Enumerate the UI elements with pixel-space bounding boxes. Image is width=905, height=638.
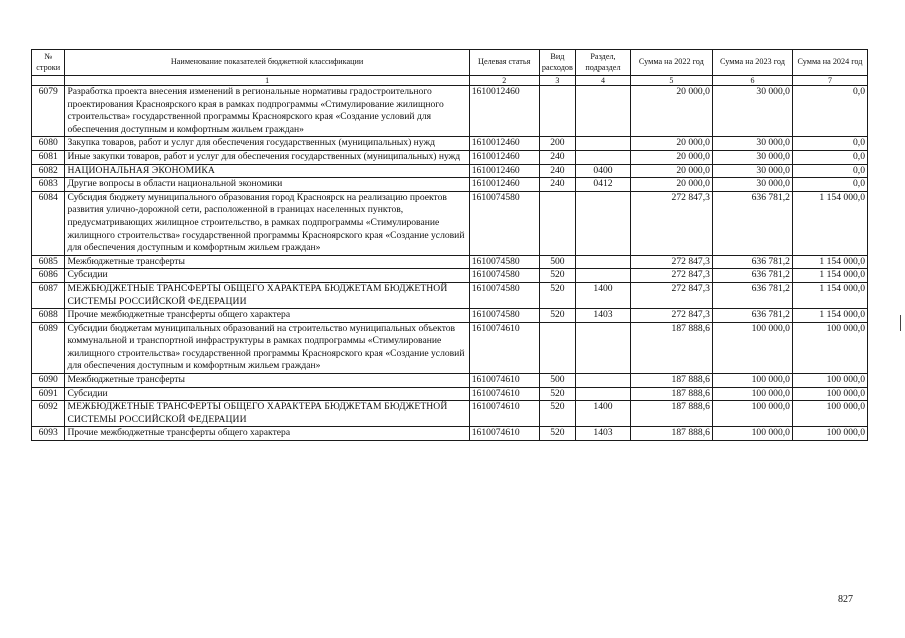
header-row-number: № строки <box>32 50 65 76</box>
sum-2022: 272 847,3 <box>630 269 712 283</box>
target-article: 1610074610 <box>469 387 539 401</box>
header-section: Раздел, подраздел <box>576 50 631 76</box>
section-code: 1403 <box>576 309 631 323</box>
indicator-name: Прочие межбюджетные трансферты общего характера <box>65 427 469 441</box>
row-number: 6087 <box>32 282 65 308</box>
target-article: 1610074580 <box>469 309 539 323</box>
sum-2023: 30 000,0 <box>712 150 792 164</box>
expense-type: 200 <box>539 137 575 151</box>
section-code <box>576 387 631 401</box>
section-code: 1400 <box>576 401 631 427</box>
expense-type: 500 <box>539 374 575 388</box>
row-number: 6091 <box>32 387 65 401</box>
target-article: 1610012460 <box>469 150 539 164</box>
header-expense-type: Вид расходов <box>539 50 575 76</box>
target-article: 1610074610 <box>469 374 539 388</box>
expense-type: 520 <box>539 282 575 308</box>
sum-2022: 272 847,3 <box>630 309 712 323</box>
budget-table <box>31 49 868 441</box>
sum-2022: 187 888,6 <box>630 374 712 388</box>
table-row <box>32 269 868 283</box>
expense-type: 500 <box>539 255 575 269</box>
sum-2022: 20 000,0 <box>630 164 712 178</box>
table-row <box>32 374 868 388</box>
sum-2023: 30 000,0 <box>712 137 792 151</box>
sum-2024: 0,0 <box>792 164 867 178</box>
sum-2022: 20 000,0 <box>630 150 712 164</box>
sum-2022: 20 000,0 <box>630 86 712 137</box>
target-article: 1610012460 <box>469 137 539 151</box>
page-number: 827 <box>838 594 853 605</box>
row-number: 6092 <box>32 401 65 427</box>
target-article: 1610074580 <box>469 255 539 269</box>
target-article: 1610012460 <box>469 178 539 192</box>
table-row <box>32 150 868 164</box>
target-article: 1610012460 <box>469 86 539 137</box>
sum-2024: 0,0 <box>792 150 867 164</box>
header-sum-2022: Сумма на 2022 год <box>630 50 712 76</box>
sum-2024: 100 000,0 <box>792 401 867 427</box>
expense-type: 520 <box>539 427 575 441</box>
sum-2024: 100 000,0 <box>792 427 867 441</box>
section-code <box>576 374 631 388</box>
expense-type <box>539 86 575 137</box>
sum-2023: 100 000,0 <box>712 322 792 373</box>
sum-2023: 30 000,0 <box>712 86 792 137</box>
sum-2022: 187 888,6 <box>630 387 712 401</box>
sum-2024: 100 000,0 <box>792 387 867 401</box>
section-code <box>576 191 631 255</box>
row-number: 6090 <box>32 374 65 388</box>
sum-2024: 1 154 000,0 <box>792 282 867 308</box>
section-code: 0412 <box>576 178 631 192</box>
row-number: 6080 <box>32 137 65 151</box>
table-header <box>32 50 868 76</box>
sum-2024: 0,0 <box>792 137 867 151</box>
target-article: 1610074610 <box>469 427 539 441</box>
indicator-name: Иные закупки товаров, работ и услуг для обеспечения государственных (муниципальных) нужд <box>65 150 469 164</box>
section-code <box>576 86 631 137</box>
target-article: 1610012460 <box>469 164 539 178</box>
indicator-name: Субсидии <box>65 269 469 283</box>
row-number: 6081 <box>32 150 65 164</box>
indicator-name: Субсидии бюджетам муниципальных образований на строительство муниципальных объектов коммунальной и транспортной инфраструктуры в рамках подпрограммы «Стимулирование жилищного строительства» государственной программы Красноярского края «Создание условий для обеспечения доступным и комфортным жильем граждан» <box>65 322 469 373</box>
expense-type: 240 <box>539 178 575 192</box>
sum-2023: 100 000,0 <box>712 387 792 401</box>
section-code: 0400 <box>576 164 631 178</box>
indicator-name: МЕЖБЮДЖЕТНЫЕ ТРАНСФЕРТЫ ОБЩЕГО ХАРАКТЕРА БЮДЖЕТАМ БЮДЖЕТНОЙ СИСТЕМЫ РОССИЙСКОЙ ФЕДЕРАЦИИ <box>65 282 469 308</box>
sum-2024: 0,0 <box>792 86 867 137</box>
sum-2024: 100 000,0 <box>792 374 867 388</box>
column-number: 1 <box>65 76 469 86</box>
section-code <box>576 322 631 373</box>
column-number: 4 <box>576 76 631 86</box>
row-number: 6093 <box>32 427 65 441</box>
indicator-name: Разработка проекта внесения изменений в региональные нормативы градостроительного проектирования Красноярского края в рамках подпрограммы «Стимулирование жилищного строительства» государственной программы Красноярского края «Создание условий для обеспечения доступным и комфортным жильем граждан» <box>65 86 469 137</box>
row-number: 6084 <box>32 191 65 255</box>
column-number: 7 <box>792 76 867 86</box>
table-row <box>32 427 868 441</box>
section-code <box>576 269 631 283</box>
target-article: 1610074580 <box>469 191 539 255</box>
margin-mark <box>900 315 901 331</box>
table-row <box>32 255 868 269</box>
sum-2024: 1 154 000,0 <box>792 269 867 283</box>
table-row <box>32 164 868 178</box>
indicator-name: Другие вопросы в области национальной экономики <box>65 178 469 192</box>
sum-2023: 636 781,2 <box>712 309 792 323</box>
column-number: 6 <box>712 76 792 86</box>
column-number: 5 <box>630 76 712 86</box>
row-number: 6086 <box>32 269 65 283</box>
section-code: 1403 <box>576 427 631 441</box>
header-sum-2024: Сумма на 2024 год <box>792 50 867 76</box>
table-row <box>32 282 868 308</box>
target-article: 1610074580 <box>469 282 539 308</box>
sum-2024: 1 154 000,0 <box>792 255 867 269</box>
sum-2022: 187 888,6 <box>630 322 712 373</box>
indicator-name: Субсидия бюджету муниципального образования город Красноярск на реализацию проектов развития улично-дорожной сети, расположенной в границах населенных пунктов, предусматривающих жилищное строительство, в рамках подпрограммы «Стимулирование жилищного строительства» государственной программы Красноярского края «Создание условий для обеспечения доступным и комфортным жильем граждан» <box>65 191 469 255</box>
header-target-article: Целевая статья <box>469 50 539 76</box>
header-sum-2023: Сумма на 2023 год <box>712 50 792 76</box>
expense-type: 520 <box>539 269 575 283</box>
row-number: 6082 <box>32 164 65 178</box>
header-row <box>32 50 868 76</box>
sum-2023: 636 781,2 <box>712 255 792 269</box>
column-numbers-row <box>32 76 868 86</box>
target-article: 1610074610 <box>469 401 539 427</box>
expense-type <box>539 322 575 373</box>
row-number: 6088 <box>32 309 65 323</box>
table-body <box>32 76 868 441</box>
expense-type: 240 <box>539 164 575 178</box>
column-number: 2 <box>469 76 539 86</box>
column-number: 3 <box>539 76 575 86</box>
sum-2022: 20 000,0 <box>630 178 712 192</box>
sum-2023: 636 781,2 <box>712 191 792 255</box>
table-row <box>32 178 868 192</box>
target-article: 1610074610 <box>469 322 539 373</box>
sum-2023: 636 781,2 <box>712 282 792 308</box>
sum-2022: 272 847,3 <box>630 191 712 255</box>
indicator-name: НАЦИОНАЛЬНАЯ ЭКОНОМИКА <box>65 164 469 178</box>
column-number <box>32 76 65 86</box>
table-row <box>32 191 868 255</box>
sum-2022: 272 847,3 <box>630 282 712 308</box>
row-number: 6089 <box>32 322 65 373</box>
table-row <box>32 309 868 323</box>
row-number: 6083 <box>32 178 65 192</box>
header-indicator-name: Наименование показателей бюджетной классификации <box>65 50 469 76</box>
expense-type: 520 <box>539 387 575 401</box>
sum-2023: 100 000,0 <box>712 374 792 388</box>
expense-type: 520 <box>539 309 575 323</box>
sum-2022: 187 888,6 <box>630 427 712 441</box>
table-row <box>32 137 868 151</box>
indicator-name: Межбюджетные трансферты <box>65 255 469 269</box>
table-row <box>32 322 868 373</box>
sum-2023: 30 000,0 <box>712 178 792 192</box>
section-code <box>576 137 631 151</box>
indicator-name: Межбюджетные трансферты <box>65 374 469 388</box>
table-row <box>32 86 868 137</box>
indicator-name: Закупка товаров, работ и услуг для обеспечения государственных (муниципальных) нужд <box>65 137 469 151</box>
table-row <box>32 401 868 427</box>
row-number: 6079 <box>32 86 65 137</box>
sum-2024: 1 154 000,0 <box>792 309 867 323</box>
sum-2024: 0,0 <box>792 178 867 192</box>
indicator-name: Субсидии <box>65 387 469 401</box>
sum-2023: 100 000,0 <box>712 401 792 427</box>
sum-2022: 187 888,6 <box>630 401 712 427</box>
section-code: 1400 <box>576 282 631 308</box>
row-number: 6085 <box>32 255 65 269</box>
sum-2023: 30 000,0 <box>712 164 792 178</box>
indicator-name: Прочие межбюджетные трансферты общего характера <box>65 309 469 323</box>
sum-2022: 272 847,3 <box>630 255 712 269</box>
expense-type <box>539 191 575 255</box>
sum-2023: 636 781,2 <box>712 269 792 283</box>
section-code <box>576 150 631 164</box>
target-article: 1610074580 <box>469 269 539 283</box>
sum-2024: 1 154 000,0 <box>792 191 867 255</box>
section-code <box>576 255 631 269</box>
sum-2024: 100 000,0 <box>792 322 867 373</box>
indicator-name: МЕЖБЮДЖЕТНЫЕ ТРАНСФЕРТЫ ОБЩЕГО ХАРАКТЕРА БЮДЖЕТАМ БЮДЖЕТНОЙ СИСТЕМЫ РОССИЙСКОЙ ФЕДЕРАЦИИ <box>65 401 469 427</box>
table-row <box>32 387 868 401</box>
expense-type: 520 <box>539 401 575 427</box>
expense-type: 240 <box>539 150 575 164</box>
sum-2022: 20 000,0 <box>630 137 712 151</box>
sum-2023: 100 000,0 <box>712 427 792 441</box>
